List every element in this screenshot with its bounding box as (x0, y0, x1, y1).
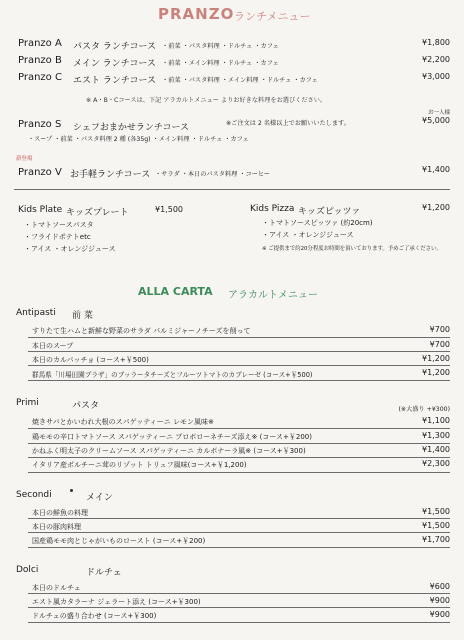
menu-item-name: ドルチェの盛り合わせ (コース+￥300) (32, 612, 157, 620)
kids-plate-title: キッズプレート (66, 208, 129, 218)
menu-item-price: ¥1,500 (422, 521, 450, 530)
section-dolci-en: Dolci (16, 565, 39, 575)
menu-item-price: ¥600 (429, 582, 450, 591)
row-divider (28, 532, 450, 533)
menu-item-price: ¥900 (429, 610, 450, 619)
course-s-price-note: お一人様 (427, 110, 450, 116)
course-s-items: ・スープ ・前菜 ・パスタ料理 2 種 (各35g) ・メイン料理 ・ドルチェ ・カフェ (28, 136, 249, 143)
menu-item-name: 本日のスープ (32, 342, 74, 350)
menu-item-price: ¥900 (429, 596, 450, 605)
course-a-name: Pranzo A (18, 38, 62, 49)
alacarta-subtitle: アラカルトメニュー (228, 290, 318, 301)
course-v-name: Pranzo V (18, 167, 62, 178)
course-c-items: ・前菜 ・パスタ料理 ・メイン料理 ・ドルチェ ・カフェ (162, 77, 318, 84)
menu-item-name: 本日の鮮魚の料理 (32, 509, 88, 517)
course-s-note: ※ご注文は 2 名様以上でお願いいたします。 (226, 120, 350, 127)
row-divider (28, 472, 450, 473)
kids-pizza-item: ・トマトソースピッツァ (約20cm) (262, 219, 373, 227)
kids-pizza-item: ・アイス ・オレンジジュース (262, 231, 354, 239)
menu-item-price: ¥1,700 (422, 535, 450, 544)
row-divider (28, 457, 450, 458)
kids-plate-name: Kids Plate (18, 205, 63, 215)
section-primi-jp: パスタ (72, 401, 100, 411)
kids-plate-price: ¥1,500 (155, 205, 183, 214)
menu-item-name: すりたて生ハムと新鮮な野菜のサラダ パルミジャーノチーズを削って (32, 327, 251, 335)
section-secondi-jp: メイン (86, 493, 113, 503)
section-primi-en: Primi (16, 398, 39, 408)
row-divider (28, 428, 450, 429)
course-c-title: エスト ランチコース (73, 76, 157, 86)
row-divider (28, 380, 450, 381)
course-s-price: ¥5,000 (422, 116, 450, 125)
row-divider (28, 443, 450, 444)
course-a-items: ・前菜 ・パスタ料理 ・ドルチェ ・カフェ (162, 43, 279, 50)
row-divider (28, 351, 450, 352)
course-c-price: ¥3,000 (422, 72, 450, 81)
page-title: PRANZO (158, 5, 235, 23)
menu-item-name: 本日の豚肉料理 (32, 523, 81, 531)
menu-item-price: ¥700 (429, 340, 450, 349)
menu-item-price: ¥1,200 (422, 368, 450, 377)
course-b-price: ¥2,200 (422, 55, 450, 64)
row-divider (28, 622, 450, 623)
menu-item-name: 本日のカルパッチョ (コース+￥500) (32, 356, 149, 364)
menu-item-name: 国産鶏モモ肉とじゃがいものロースト (コース+￥200) (32, 537, 206, 545)
abc-note: ※ A・B・Cコースは、下記 アラカルトメニュー よりお好きな料理をお選びください。 (86, 97, 327, 104)
menu-item-price: ¥1,100 (422, 416, 450, 425)
section-antipasti-en: Antipasti (16, 308, 56, 318)
course-a-price: ¥1,800 (422, 38, 450, 47)
kids-pizza-name: Kids Pizza (250, 204, 295, 214)
course-v-price: ¥1,400 (422, 165, 450, 174)
course-v-title: お手軽ランチコース (70, 170, 151, 180)
menu-item-price: ¥1,500 (422, 507, 450, 516)
alacarta-title: ALLA CARTA (138, 285, 213, 298)
row-divider (28, 337, 450, 338)
course-s-title: シェフおまかせランチコース (73, 123, 190, 133)
menu-item-price: ¥2,300 (422, 459, 450, 468)
page-subtitle: ランチメニュー (234, 10, 311, 23)
course-b-name: Pranzo B (18, 55, 62, 66)
kids-plate-item: ・アイス ・オレンジジュース (24, 245, 116, 253)
row-divider (28, 518, 450, 519)
menu-item-name: 群馬県「川場田園プラザ」のブッラータチーズとフルーツトマトのカプレーゼ (コース+￥500) (32, 371, 313, 379)
divider (14, 189, 450, 190)
kids-pizza-note: ※ ご提供まで約20分程度お時間を頂いております。予めご了承ください。 (262, 246, 442, 252)
course-a-title: パスタ ランチコース (73, 42, 157, 52)
row-divider (28, 365, 450, 366)
menu-item-price: ¥1,300 (422, 431, 450, 440)
menu-item-price: ¥1,400 (422, 445, 450, 454)
new-badge: 新登場 (16, 156, 33, 162)
row-divider (28, 593, 450, 594)
course-b-title: メイン ランチコース (73, 59, 156, 69)
course-v-items: ・サラダ ・本日のパスタ料理 ・コーヒー (155, 171, 270, 178)
course-b-items: ・前菜 ・メイン料理 ・ドルチェ ・カフェ (162, 60, 279, 67)
menu-item-price: ¥1,200 (422, 354, 450, 363)
row-divider (28, 607, 450, 608)
menu-item-name: 本日のドルチェ (32, 584, 81, 592)
section-primi-note: (※大盛り +¥300) (398, 406, 450, 413)
menu-item-price: ¥700 (429, 325, 450, 334)
section-secondi-en: Secondi (16, 490, 52, 500)
menu-item-name: 鶏モモの辛口トマトソース スパゲッティーニ プロボローネチーズ添え※ (コース+￥200) (32, 433, 312, 441)
row-divider (28, 547, 450, 548)
course-s-name: Pranzo S (18, 119, 62, 130)
stain-dot (70, 489, 73, 492)
kids-pizza-price: ¥1,200 (422, 203, 450, 212)
menu-item-name: 焼きサバとかいわれ大根のスパゲッティーニ レモン風味※ (32, 418, 214, 426)
kids-plate-item: ・トマトソースパスタ (24, 221, 94, 229)
menu-item-name: エスト風カタラーナ ジェラート添え (コース+￥300) (32, 598, 201, 606)
kids-plate-item: ・フライドポテトetc (24, 233, 91, 241)
section-dolci-jp: ドルチェ (86, 568, 122, 578)
menu-item-name: かねふく明太子のクリームソース スパゲッティーニ カルボナーラ風※ (コース+￥300) (32, 447, 306, 455)
kids-pizza-title: キッズピッツァ (298, 207, 361, 217)
course-c-name: Pranzo C (18, 72, 62, 83)
section-antipasti-jp: 前 菜 (72, 311, 93, 321)
menu-item-name: イタリア産ポルチーニ茸のリゾット トリュフ風味(コース+￥1,200) (32, 461, 247, 469)
